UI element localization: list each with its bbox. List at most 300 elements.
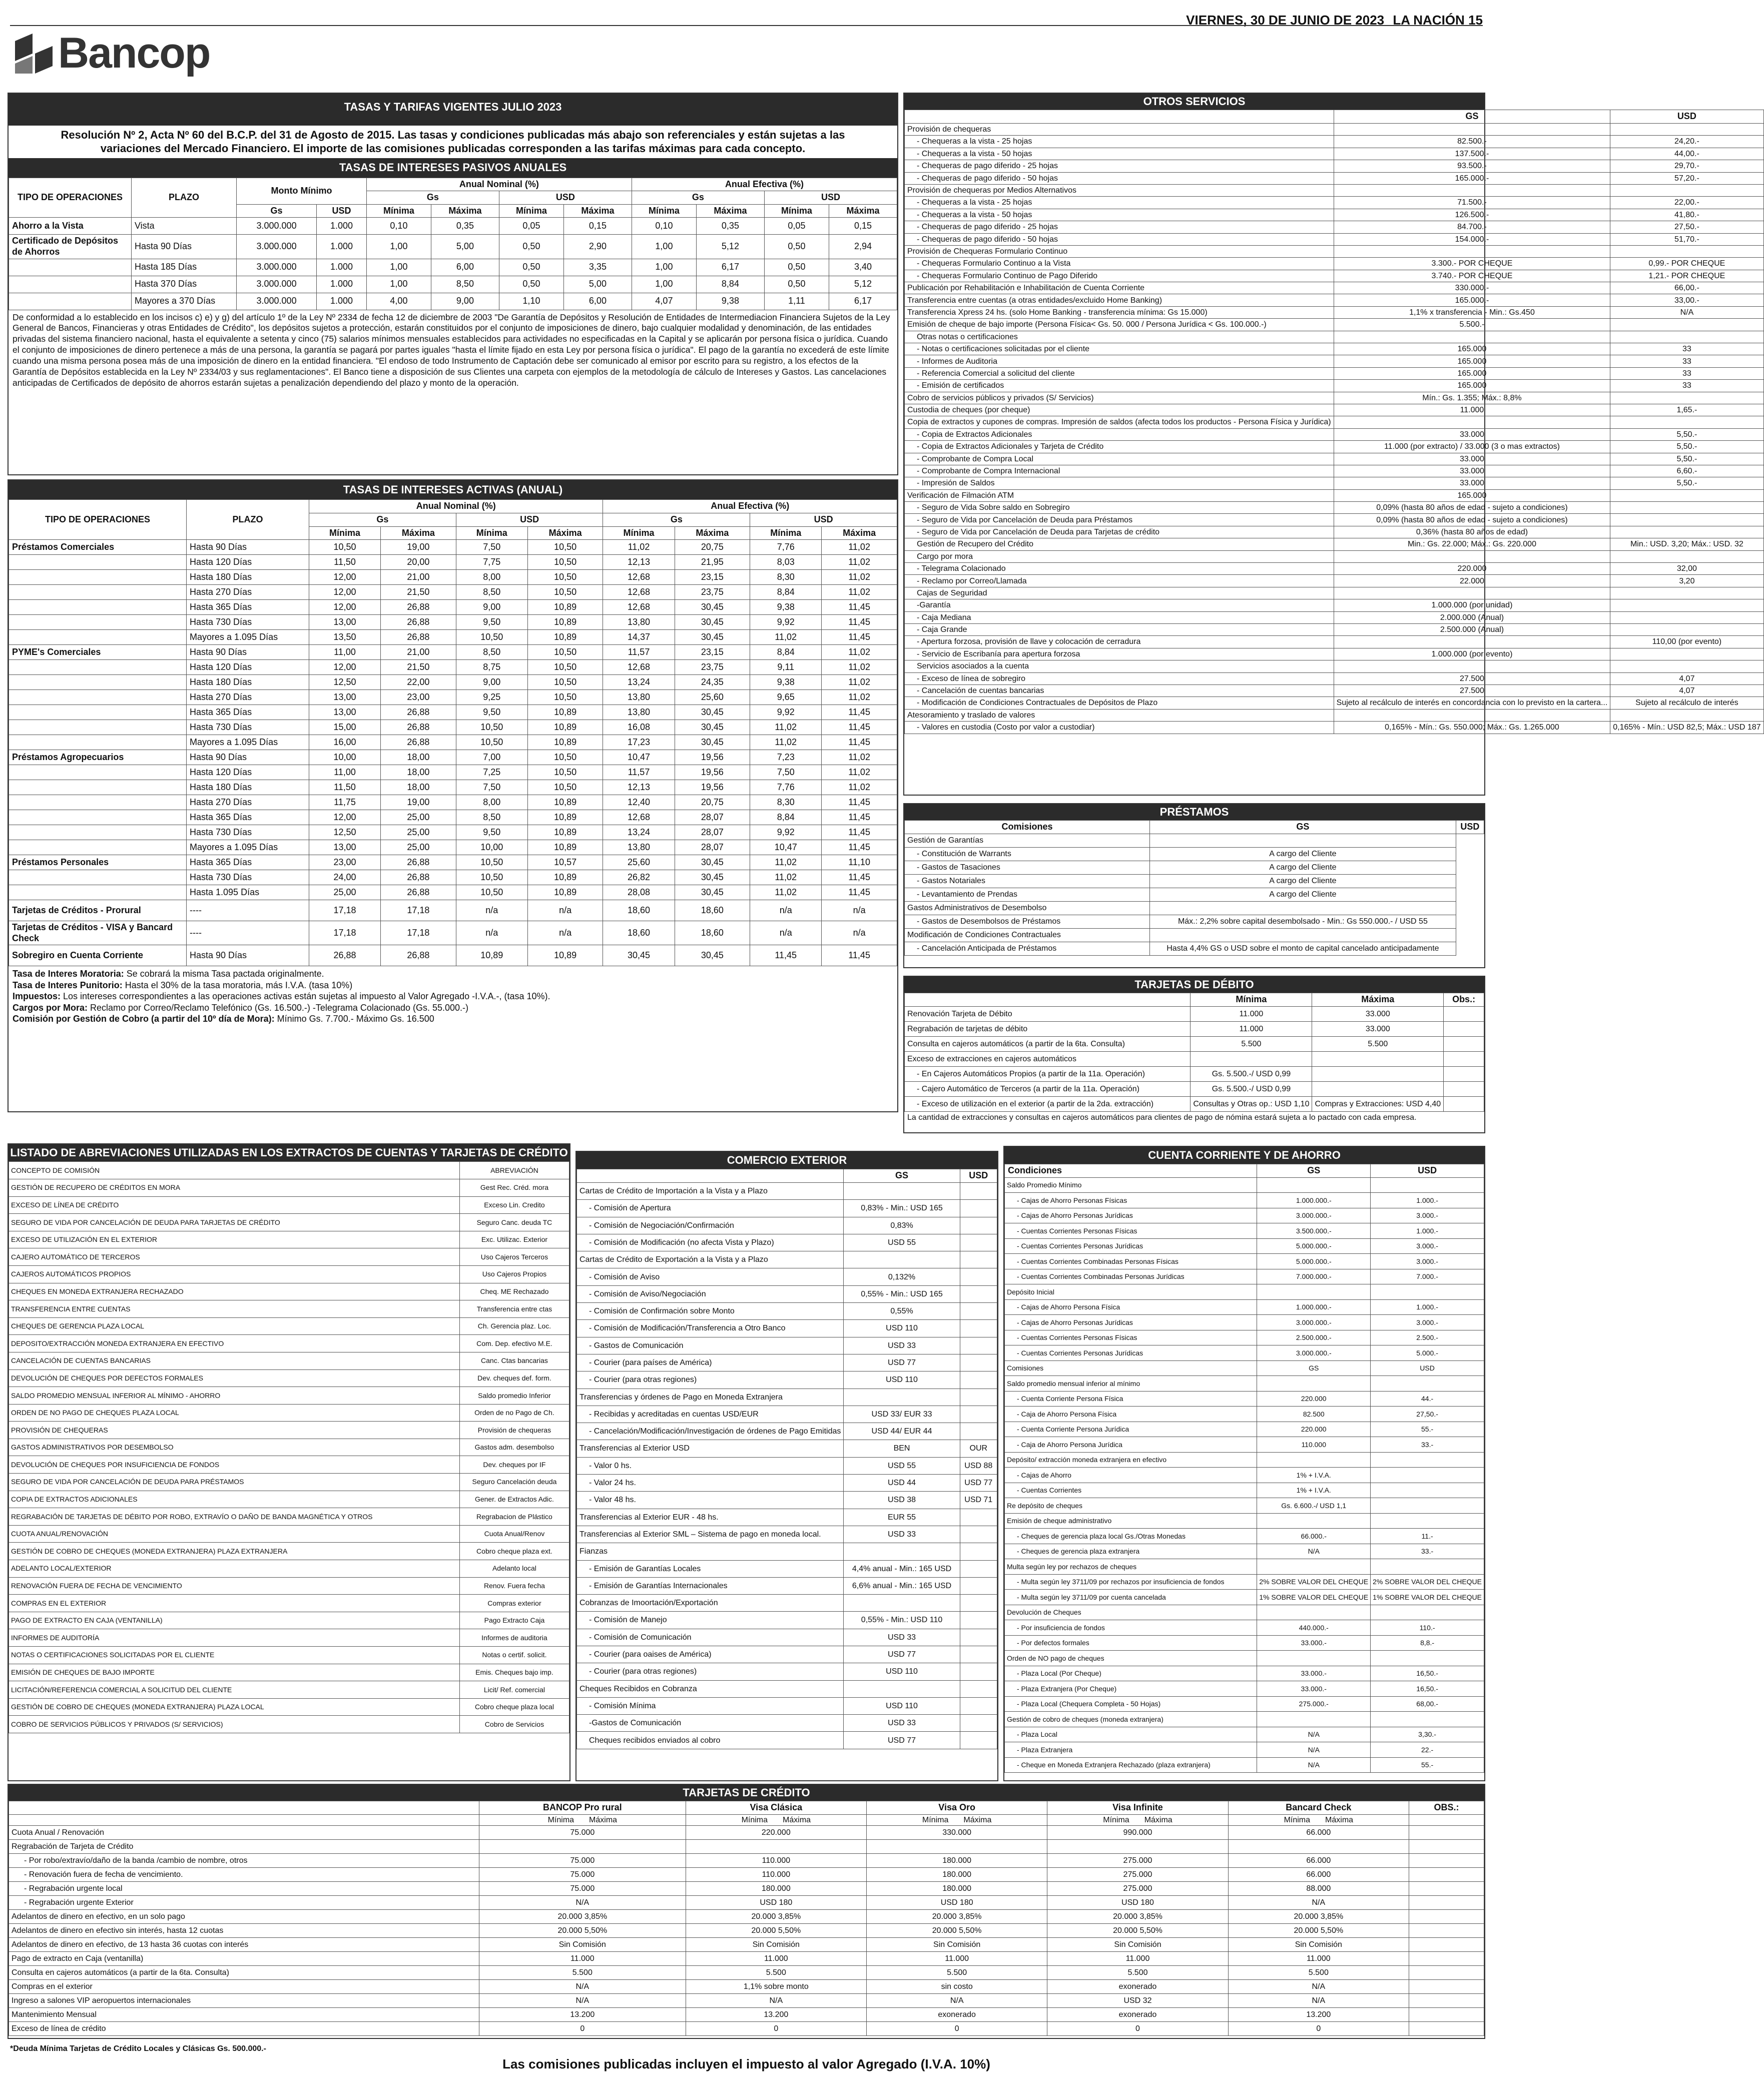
row-value: 12,00 bbox=[309, 600, 381, 615]
row-value: 25,00 bbox=[381, 825, 456, 840]
row-value bbox=[1610, 611, 1763, 623]
prestamos-table bbox=[904, 820, 1484, 956]
table-row bbox=[577, 1492, 997, 1509]
row-value: 7,50 bbox=[750, 765, 822, 780]
row-value: 20,75 bbox=[675, 540, 750, 555]
row-value: 11,45 bbox=[822, 825, 897, 840]
row-value: 3.000.000 bbox=[237, 235, 317, 259]
row-value: 5.500 bbox=[866, 1966, 1047, 1980]
row-value bbox=[1444, 1006, 1484, 1021]
row-value: N/A bbox=[1257, 1727, 1371, 1742]
row-value: 21,50 bbox=[381, 585, 456, 600]
row-value: 33.000.- bbox=[1257, 1666, 1371, 1681]
row-value: 17,18 bbox=[381, 921, 456, 945]
row-value: 1.000.- bbox=[1371, 1299, 1484, 1315]
row-label: - Cajas de Ahorro Persona Física bbox=[1005, 1299, 1257, 1315]
row-label: - Copia de Extractos Adicionales y Tarjeta de Crédito bbox=[905, 441, 1334, 453]
table-row bbox=[905, 197, 1764, 209]
row-value: 11,02 bbox=[750, 870, 822, 885]
row-value: 10,50 bbox=[527, 555, 603, 570]
table-row bbox=[9, 750, 897, 765]
table-row bbox=[905, 404, 1764, 416]
row-value: 33,00.- bbox=[1610, 294, 1763, 306]
min-max-subheader bbox=[866, 1814, 1047, 1825]
row-value: 5,12 bbox=[829, 276, 897, 293]
row-value: 7,50 bbox=[456, 780, 527, 795]
row-value: 27,50.- bbox=[1610, 221, 1763, 233]
row-label: Transferencias al Exterior SML – Sistema de pago en moneda local. bbox=[577, 1526, 844, 1543]
row-label: Atesoramiento y traslado de valores bbox=[905, 709, 1334, 721]
row-label: ORDEN DE NO PAGO DE CHEQUES PLAZA LOCAL bbox=[9, 1404, 460, 1422]
row-value: 23,75 bbox=[675, 585, 750, 600]
row-value: 17,18 bbox=[381, 900, 456, 921]
row-value: Mayores a 1.095 Días bbox=[187, 735, 309, 750]
row-value bbox=[960, 1526, 997, 1543]
row-value bbox=[960, 1560, 997, 1577]
table-row bbox=[905, 209, 1764, 221]
row-value: N/A bbox=[866, 1994, 1047, 2008]
row-value: 1,11 bbox=[764, 293, 829, 310]
row-value: 11,45 bbox=[822, 795, 897, 810]
row-label: - Emisión de certificados bbox=[905, 380, 1334, 392]
row-value bbox=[866, 1840, 1047, 1854]
row-value: Hasta 185 Días bbox=[132, 259, 237, 276]
row-value: 19,56 bbox=[675, 765, 750, 780]
table-row bbox=[1005, 1696, 1484, 1712]
row-value bbox=[1334, 245, 1610, 257]
row-value: 11,02 bbox=[750, 855, 822, 870]
table-row bbox=[1005, 1468, 1484, 1483]
row-value: 3.000.- bbox=[1371, 1208, 1484, 1223]
row-label: Transferencia entre cuentas (a otras entidades/excluido Home Banking) bbox=[905, 294, 1334, 306]
activas-note-line bbox=[13, 980, 893, 991]
row-value: Min.: Gs. 22.000; Máx.: Gs. 220.000 bbox=[1334, 538, 1610, 550]
row-label: Re depósito de cheques bbox=[1005, 1498, 1257, 1514]
row-value: 9,11 bbox=[750, 660, 822, 675]
row-value: 11,00 bbox=[309, 765, 381, 780]
row-label: - Cajas de Ahorro Personas Jurídicas bbox=[1005, 1208, 1257, 1223]
row-label bbox=[9, 885, 187, 900]
table-row bbox=[905, 1096, 1484, 1111]
table-row bbox=[905, 245, 1764, 257]
credito-section bbox=[8, 1784, 1485, 2039]
row-value: 2,90 bbox=[563, 235, 632, 259]
row-value: 10,50 bbox=[527, 660, 603, 675]
col-visa-clasica: Visa Clásica bbox=[686, 1801, 866, 1815]
table-row bbox=[1005, 1407, 1484, 1422]
row-value bbox=[1610, 123, 1763, 135]
row-value: Com. Dep. efectivo M.E. bbox=[459, 1335, 569, 1352]
row-value bbox=[960, 1268, 997, 1285]
row-value: 13,50 bbox=[309, 630, 381, 645]
row-value: 0,09% (hasta 80 años de edad - sujeto a condiciones) bbox=[1334, 502, 1610, 514]
table-row bbox=[1005, 1284, 1484, 1300]
row-value: 26,88 bbox=[381, 945, 456, 966]
min-max-subheader bbox=[1047, 1814, 1228, 1825]
row-value: 0,35 bbox=[431, 218, 499, 235]
row-value: 18,00 bbox=[381, 765, 456, 780]
row-value: 165.000 bbox=[1334, 489, 1610, 501]
row-value: 93.500.- bbox=[1334, 160, 1610, 172]
row-value bbox=[1610, 416, 1763, 428]
row-value: 11,57 bbox=[603, 765, 675, 780]
row-value: 22.000 bbox=[1334, 575, 1610, 587]
row-value: 18,60 bbox=[603, 921, 675, 945]
row-value bbox=[1371, 1468, 1484, 1483]
row-value: 55.- bbox=[1371, 1422, 1484, 1437]
col-max: Máxima bbox=[696, 204, 764, 218]
pasivas-section bbox=[8, 93, 898, 475]
row-label: Cartas de Crédito de Exportación a la Vista y a Plazo bbox=[577, 1251, 844, 1268]
row-value: 21,00 bbox=[381, 570, 456, 585]
col-max: Máxima bbox=[822, 526, 897, 540]
table-row bbox=[9, 1352, 569, 1369]
row-value: ABREVIACIÓN bbox=[459, 1162, 569, 1179]
table-row bbox=[905, 477, 1764, 489]
row-value: 11,02 bbox=[822, 645, 897, 660]
row-value: 24,35 bbox=[675, 675, 750, 690]
table-row bbox=[577, 1217, 997, 1234]
row-value: 11,45 bbox=[822, 840, 897, 855]
table-row bbox=[1005, 1254, 1484, 1269]
row-label: Comisiones bbox=[1005, 1360, 1257, 1376]
note-key: Impuestos: bbox=[13, 991, 61, 1002]
row-value: 5.000.000.- bbox=[1257, 1238, 1371, 1254]
row-value: 275.000.- bbox=[1257, 1696, 1371, 1712]
row-value: 330.000 bbox=[866, 1826, 1047, 1840]
row-label: - Cuenta Corriente Persona Jurídica bbox=[1005, 1422, 1257, 1437]
row-label: REGRABACIÓN DE TARJETAS DE DÉBITO POR ROBO, EXTRAVÍO O DAÑO DE BANDA MAGNÉTICA Y OTROS bbox=[9, 1508, 460, 1526]
table-row bbox=[577, 1612, 997, 1629]
row-value: 110.- bbox=[1371, 1620, 1484, 1636]
table-row bbox=[9, 1924, 1484, 1938]
row-value: N/A bbox=[479, 1980, 686, 1994]
row-label: - Caja Mediana bbox=[905, 611, 1334, 623]
table-row bbox=[9, 810, 897, 825]
row-value: 8,30 bbox=[750, 795, 822, 810]
row-value: Uso Cajeros Propios bbox=[459, 1265, 569, 1283]
table-row bbox=[905, 928, 1484, 942]
row-value: 30,45 bbox=[603, 945, 675, 966]
row-value: 0,35 bbox=[696, 218, 764, 235]
col-min: Mínima bbox=[456, 526, 527, 540]
row-label: GESTIÓN DE COBRO DE CHEQUES (MONEDA EXTRANJERA) PLAZA LOCAL bbox=[9, 1698, 460, 1716]
table-row bbox=[1005, 1498, 1484, 1514]
row-label bbox=[9, 780, 187, 795]
row-label: - Gastos de Comunicación bbox=[577, 1337, 844, 1354]
row-value: 10,50 bbox=[456, 870, 527, 885]
table-row bbox=[9, 600, 897, 615]
row-value: 165.000 bbox=[1334, 355, 1610, 367]
row-value: 11,02 bbox=[822, 690, 897, 705]
row-value: 33 bbox=[1610, 343, 1763, 355]
row-value bbox=[960, 1389, 997, 1406]
row-value: 10,50 bbox=[456, 630, 527, 645]
row-value: Hasta 365 Días bbox=[187, 600, 309, 615]
row-value: 0,15 bbox=[563, 218, 632, 235]
row-value: 55.- bbox=[1371, 1757, 1484, 1773]
row-value bbox=[960, 1217, 997, 1234]
row-value bbox=[1334, 587, 1610, 599]
table-row bbox=[9, 675, 897, 690]
row-label: - Modificación de Condiciones Contractuales de Depósitos de Plazo bbox=[905, 697, 1334, 709]
row-value: 19,00 bbox=[381, 795, 456, 810]
row-value: 11,50 bbox=[309, 555, 381, 570]
row-value: 0,05 bbox=[499, 218, 563, 235]
row-label: Tarjetas de Créditos - VISA y Bancard Check bbox=[9, 921, 187, 945]
row-value bbox=[1371, 1483, 1484, 1498]
row-value: 12,13 bbox=[603, 780, 675, 795]
row-label: Cuota Anual / Renovación bbox=[9, 1826, 479, 1840]
row-value: 165.000 bbox=[1334, 343, 1610, 355]
row-label: - Valor 24 hs. bbox=[577, 1475, 844, 1492]
row-label bbox=[9, 690, 187, 705]
row-label: Multa según ley por rechazos de cheques bbox=[1005, 1559, 1257, 1575]
col-min: Mínima bbox=[547, 1815, 574, 1824]
row-label: - Cancelación Anticipada de Préstamos bbox=[905, 942, 1150, 955]
row-value: 110.000 bbox=[686, 1854, 866, 1868]
row-value: 11,45 bbox=[822, 705, 897, 720]
row-value: 1,1% x transferencia - Min.: Gs.450 bbox=[1334, 306, 1610, 318]
row-label: - Gastos de Desembolsos de Préstamos bbox=[905, 915, 1150, 928]
row-value: 9,25 bbox=[456, 690, 527, 705]
row-value: 44,00.- bbox=[1610, 148, 1763, 160]
row-value: Canc. Ctas bancarias bbox=[459, 1352, 569, 1369]
row-value bbox=[1444, 1066, 1484, 1081]
row-value: 10,89 bbox=[527, 825, 603, 840]
row-label: - Cuentas Corrientes bbox=[1005, 1483, 1257, 1498]
row-value: Sujeto al recálculo de interés en concordancia con lo previsto en la cartera... bbox=[1334, 697, 1610, 709]
row-value: 7,76 bbox=[750, 540, 822, 555]
row-value: 33 bbox=[1610, 367, 1763, 379]
row-value: 21,50 bbox=[381, 660, 456, 675]
row-value: 30,45 bbox=[675, 600, 750, 615]
row-value: 88.000 bbox=[1228, 1882, 1409, 1896]
obs-cell bbox=[1409, 1854, 1484, 1868]
row-value: Compras exterior bbox=[459, 1595, 569, 1612]
row-label: - Valor 0 hs. bbox=[577, 1457, 844, 1474]
table-row bbox=[905, 489, 1764, 501]
row-value: 1% + I.V.A. bbox=[1257, 1468, 1371, 1483]
table-row bbox=[9, 900, 897, 921]
row-label: Sobregiro en Cuenta Corriente bbox=[9, 945, 187, 966]
row-label: - Comisión de Aviso bbox=[577, 1268, 844, 1285]
activas-note-line bbox=[13, 1013, 893, 1025]
obs-cell bbox=[1409, 1966, 1484, 1980]
comex-section bbox=[575, 1151, 998, 1781]
row-value: n/a bbox=[750, 921, 822, 945]
row-value: N/A bbox=[1228, 1896, 1409, 1910]
table-row bbox=[1005, 1590, 1484, 1605]
row-value: 11,45 bbox=[822, 615, 897, 630]
row-value: 5,12 bbox=[696, 235, 764, 259]
row-value bbox=[1150, 928, 1456, 942]
col-gs: GS bbox=[1257, 1164, 1371, 1178]
row-value bbox=[960, 1406, 997, 1423]
col-obs: OBS.: bbox=[1409, 1801, 1484, 1815]
row-value: 25,00 bbox=[309, 885, 381, 900]
table-row bbox=[905, 416, 1764, 428]
row-value: 1.000.000.- bbox=[1257, 1299, 1371, 1315]
row-value: 13,00 bbox=[309, 615, 381, 630]
row-value: Orden de no Pago de Ch. bbox=[459, 1404, 569, 1422]
row-value: N/A bbox=[1228, 1980, 1409, 1994]
row-value: 75.000 bbox=[479, 1868, 686, 1882]
row-label: Servicios asociados a la cuenta bbox=[905, 660, 1334, 672]
row-label: COBRO DE SERVICIOS PÚBLICOS Y PRIVADOS (S/ SERVICIOS) bbox=[9, 1716, 460, 1733]
row-label: - Impresión de Saldos bbox=[905, 477, 1334, 489]
row-value: 18,60 bbox=[675, 921, 750, 945]
row-value bbox=[1334, 709, 1610, 721]
row-value: 66.000 bbox=[1228, 1868, 1409, 1882]
table-row bbox=[9, 1716, 569, 1733]
row-value bbox=[1228, 1840, 1409, 1854]
row-value: N/A bbox=[1610, 306, 1763, 318]
row-label: - Caja de Ahorro Persona Física bbox=[1005, 1407, 1257, 1422]
row-value bbox=[1610, 660, 1763, 672]
row-value: 3.000.000.- bbox=[1257, 1315, 1371, 1330]
table-row bbox=[9, 1994, 1484, 2008]
activas-section bbox=[8, 479, 898, 1112]
row-value: 30,45 bbox=[675, 615, 750, 630]
row-value: 7,25 bbox=[456, 765, 527, 780]
table-row bbox=[905, 709, 1764, 721]
row-value bbox=[1444, 1036, 1484, 1051]
row-value: 1,00 bbox=[366, 276, 431, 293]
row-label: Compras en el exterior bbox=[9, 1980, 479, 1994]
row-value: 26,88 bbox=[381, 615, 456, 630]
table-row bbox=[905, 319, 1764, 331]
row-value: 11.000 bbox=[866, 1952, 1047, 1966]
table-row bbox=[1005, 1345, 1484, 1361]
table-row bbox=[577, 1337, 997, 1354]
row-value: 19,56 bbox=[675, 750, 750, 765]
row-value: 20.000 5,50% bbox=[686, 1924, 866, 1938]
row-value bbox=[960, 1732, 997, 1749]
row-value: 1.000 bbox=[317, 276, 367, 293]
row-value: Hasta 365 Días bbox=[187, 855, 309, 870]
row-value: 16,50.- bbox=[1371, 1666, 1484, 1681]
row-value: 5.000.000.- bbox=[1257, 1254, 1371, 1269]
row-value: 68,00.- bbox=[1371, 1696, 1484, 1712]
row-value bbox=[960, 1423, 997, 1440]
row-value: 990.000 bbox=[1047, 1826, 1228, 1840]
row-value: 180.000 bbox=[686, 1882, 866, 1896]
row-value bbox=[844, 1543, 960, 1560]
row-label: - Caja de Ahorro Persona Jurídica bbox=[1005, 1437, 1257, 1453]
row-label: - Cuentas Corrientes Personas Físicas bbox=[1005, 1330, 1257, 1345]
row-value: 16,50.- bbox=[1371, 1681, 1484, 1697]
table-row bbox=[905, 233, 1764, 245]
row-value: 8,00 bbox=[456, 570, 527, 585]
row-value: 5,00 bbox=[563, 276, 632, 293]
debito-section bbox=[903, 976, 1485, 1133]
row-label: Devolución de Cheques bbox=[1005, 1605, 1257, 1620]
row-value: 10,50 bbox=[527, 675, 603, 690]
row-value: 57,20.- bbox=[1610, 172, 1763, 184]
row-label: - Chequeras de pago diferido - 50 hojas bbox=[905, 233, 1334, 245]
table-row bbox=[9, 1980, 1484, 1994]
row-value: 4,07 bbox=[1610, 684, 1763, 697]
table-row bbox=[905, 1006, 1484, 1021]
table-row bbox=[9, 1910, 1484, 1924]
row-label: EXCESO DE UTILIZACIÓN EN EL EXTERIOR bbox=[9, 1231, 460, 1248]
row-value bbox=[960, 1371, 997, 1389]
row-value: 29,70.- bbox=[1610, 160, 1763, 172]
row-value: USD 33/ EUR 33 bbox=[844, 1406, 960, 1423]
row-value: 0,15 bbox=[829, 218, 897, 235]
row-value: 10,50 bbox=[309, 540, 381, 555]
table-row bbox=[905, 282, 1764, 294]
row-value: 25,60 bbox=[675, 690, 750, 705]
row-value bbox=[844, 1389, 960, 1406]
row-value: Cobro cheque plaza local bbox=[459, 1698, 569, 1716]
pasivas-note: De conformidad a lo establecido en los incisos c) e) y g) del artículo 1º de la Ley Nº 2334 de fecha 12 de diciembre de 2003 "De Garantía de Depósitos y Resolución de Entidades de Intermediacion Financiera Sujetos de la Ley General de Bancos, Financieras y otras Entidades de Crédito", los depósitos sujetos a protección, estarán constituidos por el conjunto de imposiciones de dinero, bajo cualquier modalidad y denominación, de las entidades privadas del sistema financiero nacional, hasta el equivalente a setenta y cinco (75) salarios mínimos mensuales establecidos para actividades no especificadas en la Capital y se aplicarán por persona física o jurídica. Cuando el conjunto de imposiciones de dinero pertenece a más de una persona, la garantía se pagará por partes iguales "hasta el límite fijado en esta Ley por persona física o jurídica". El pago de la garantía no excederá de este límite cuando una misma persona posea más de una imposición de dinero en la entidad financiera. "El endoso de todo Instrumento de Captación debe ser comunicado al emisor por escrito para su registro, a los efectos de la Garantía de Depósitos establecida en la Ley Nº 2334/03 y sus reglamentaciones". El Banco tiene a disposición de sus Clientes una carpeta con ejemplos de la metodología de cálculo de Intereses y Gastos. Las cancelaciones anticipadas de Certificados de depósito de ahorros estarán sujetas a penalización dependiendo del plazo y monto de la operación. bbox=[13, 312, 890, 388]
col-usd: USD bbox=[1610, 110, 1763, 124]
row-label: - Levantamiento de Prendas bbox=[905, 888, 1150, 901]
row-value: 8,50 bbox=[431, 276, 499, 293]
row-value: 180.000 bbox=[866, 1854, 1047, 1868]
row-label: - Chequeras Formulario Continuo a la Vista bbox=[905, 258, 1334, 270]
row-value: 9,38 bbox=[750, 675, 822, 690]
row-value: 28,08 bbox=[603, 885, 675, 900]
col-min: Mínima bbox=[1191, 993, 1312, 1007]
table-row bbox=[9, 1300, 569, 1318]
row-value bbox=[960, 1200, 997, 1217]
row-value: USD 77 bbox=[844, 1646, 960, 1663]
row-value bbox=[1444, 1051, 1484, 1066]
row-value: GS bbox=[1257, 1360, 1371, 1376]
row-value: 18,00 bbox=[381, 780, 456, 795]
row-value: 17,18 bbox=[309, 921, 381, 945]
row-label: - Comisión de Modificación (no afecta Vista y Plazo) bbox=[577, 1234, 844, 1251]
row-label bbox=[9, 615, 187, 630]
table-row bbox=[9, 1265, 569, 1283]
row-label: SEGURO DE VIDA POR CANCELACIÓN DE DEUDA PARA PRÉSTAMOS bbox=[9, 1474, 460, 1491]
row-value: 3.000.- bbox=[1371, 1238, 1484, 1254]
table-row bbox=[1005, 1376, 1484, 1392]
table-row bbox=[9, 720, 897, 735]
row-value bbox=[1371, 1605, 1484, 1620]
row-value: 9,50 bbox=[456, 615, 527, 630]
table-row bbox=[1005, 1315, 1484, 1330]
table-row bbox=[905, 258, 1764, 270]
row-label: - Chequeras Formulario Continuo de Pago Diferido bbox=[905, 270, 1334, 282]
cuenta-title: CUENTA CORRIENTE Y DE AHORRO bbox=[1004, 1147, 1484, 1164]
row-value bbox=[960, 1182, 997, 1199]
debito-title: TARJETAS DE DÉBITO bbox=[904, 977, 1484, 993]
row-label bbox=[9, 705, 187, 720]
table-row bbox=[1005, 1529, 1484, 1544]
row-value: BEN bbox=[844, 1440, 960, 1457]
col-min: Mínima bbox=[366, 204, 431, 218]
row-value: Mín.: Gs. 1.355; Máx.: 8,8% bbox=[1334, 392, 1610, 404]
row-value: Uso Cajeros Terceros bbox=[459, 1248, 569, 1266]
row-value: 165.000 bbox=[1334, 367, 1610, 379]
row-label: CANCELACIÓN DE CUENTAS BANCARIAS bbox=[9, 1352, 460, 1369]
row-label: - Gastos Notariales bbox=[905, 874, 1150, 888]
table-row bbox=[9, 921, 897, 945]
row-value: 4,07 bbox=[632, 293, 696, 310]
row-label: Mantenimiento Mensual bbox=[9, 2008, 479, 2022]
col-usd: USD bbox=[960, 1169, 997, 1183]
row-value bbox=[960, 1680, 997, 1697]
row-label bbox=[9, 585, 187, 600]
row-label: CHEQUES DE GERENCIA PLAZA LOCAL bbox=[9, 1317, 460, 1335]
col-gs: Gs bbox=[366, 191, 499, 205]
row-value: 20.000 3,85% bbox=[866, 1910, 1047, 1924]
table-row bbox=[1005, 1483, 1484, 1498]
